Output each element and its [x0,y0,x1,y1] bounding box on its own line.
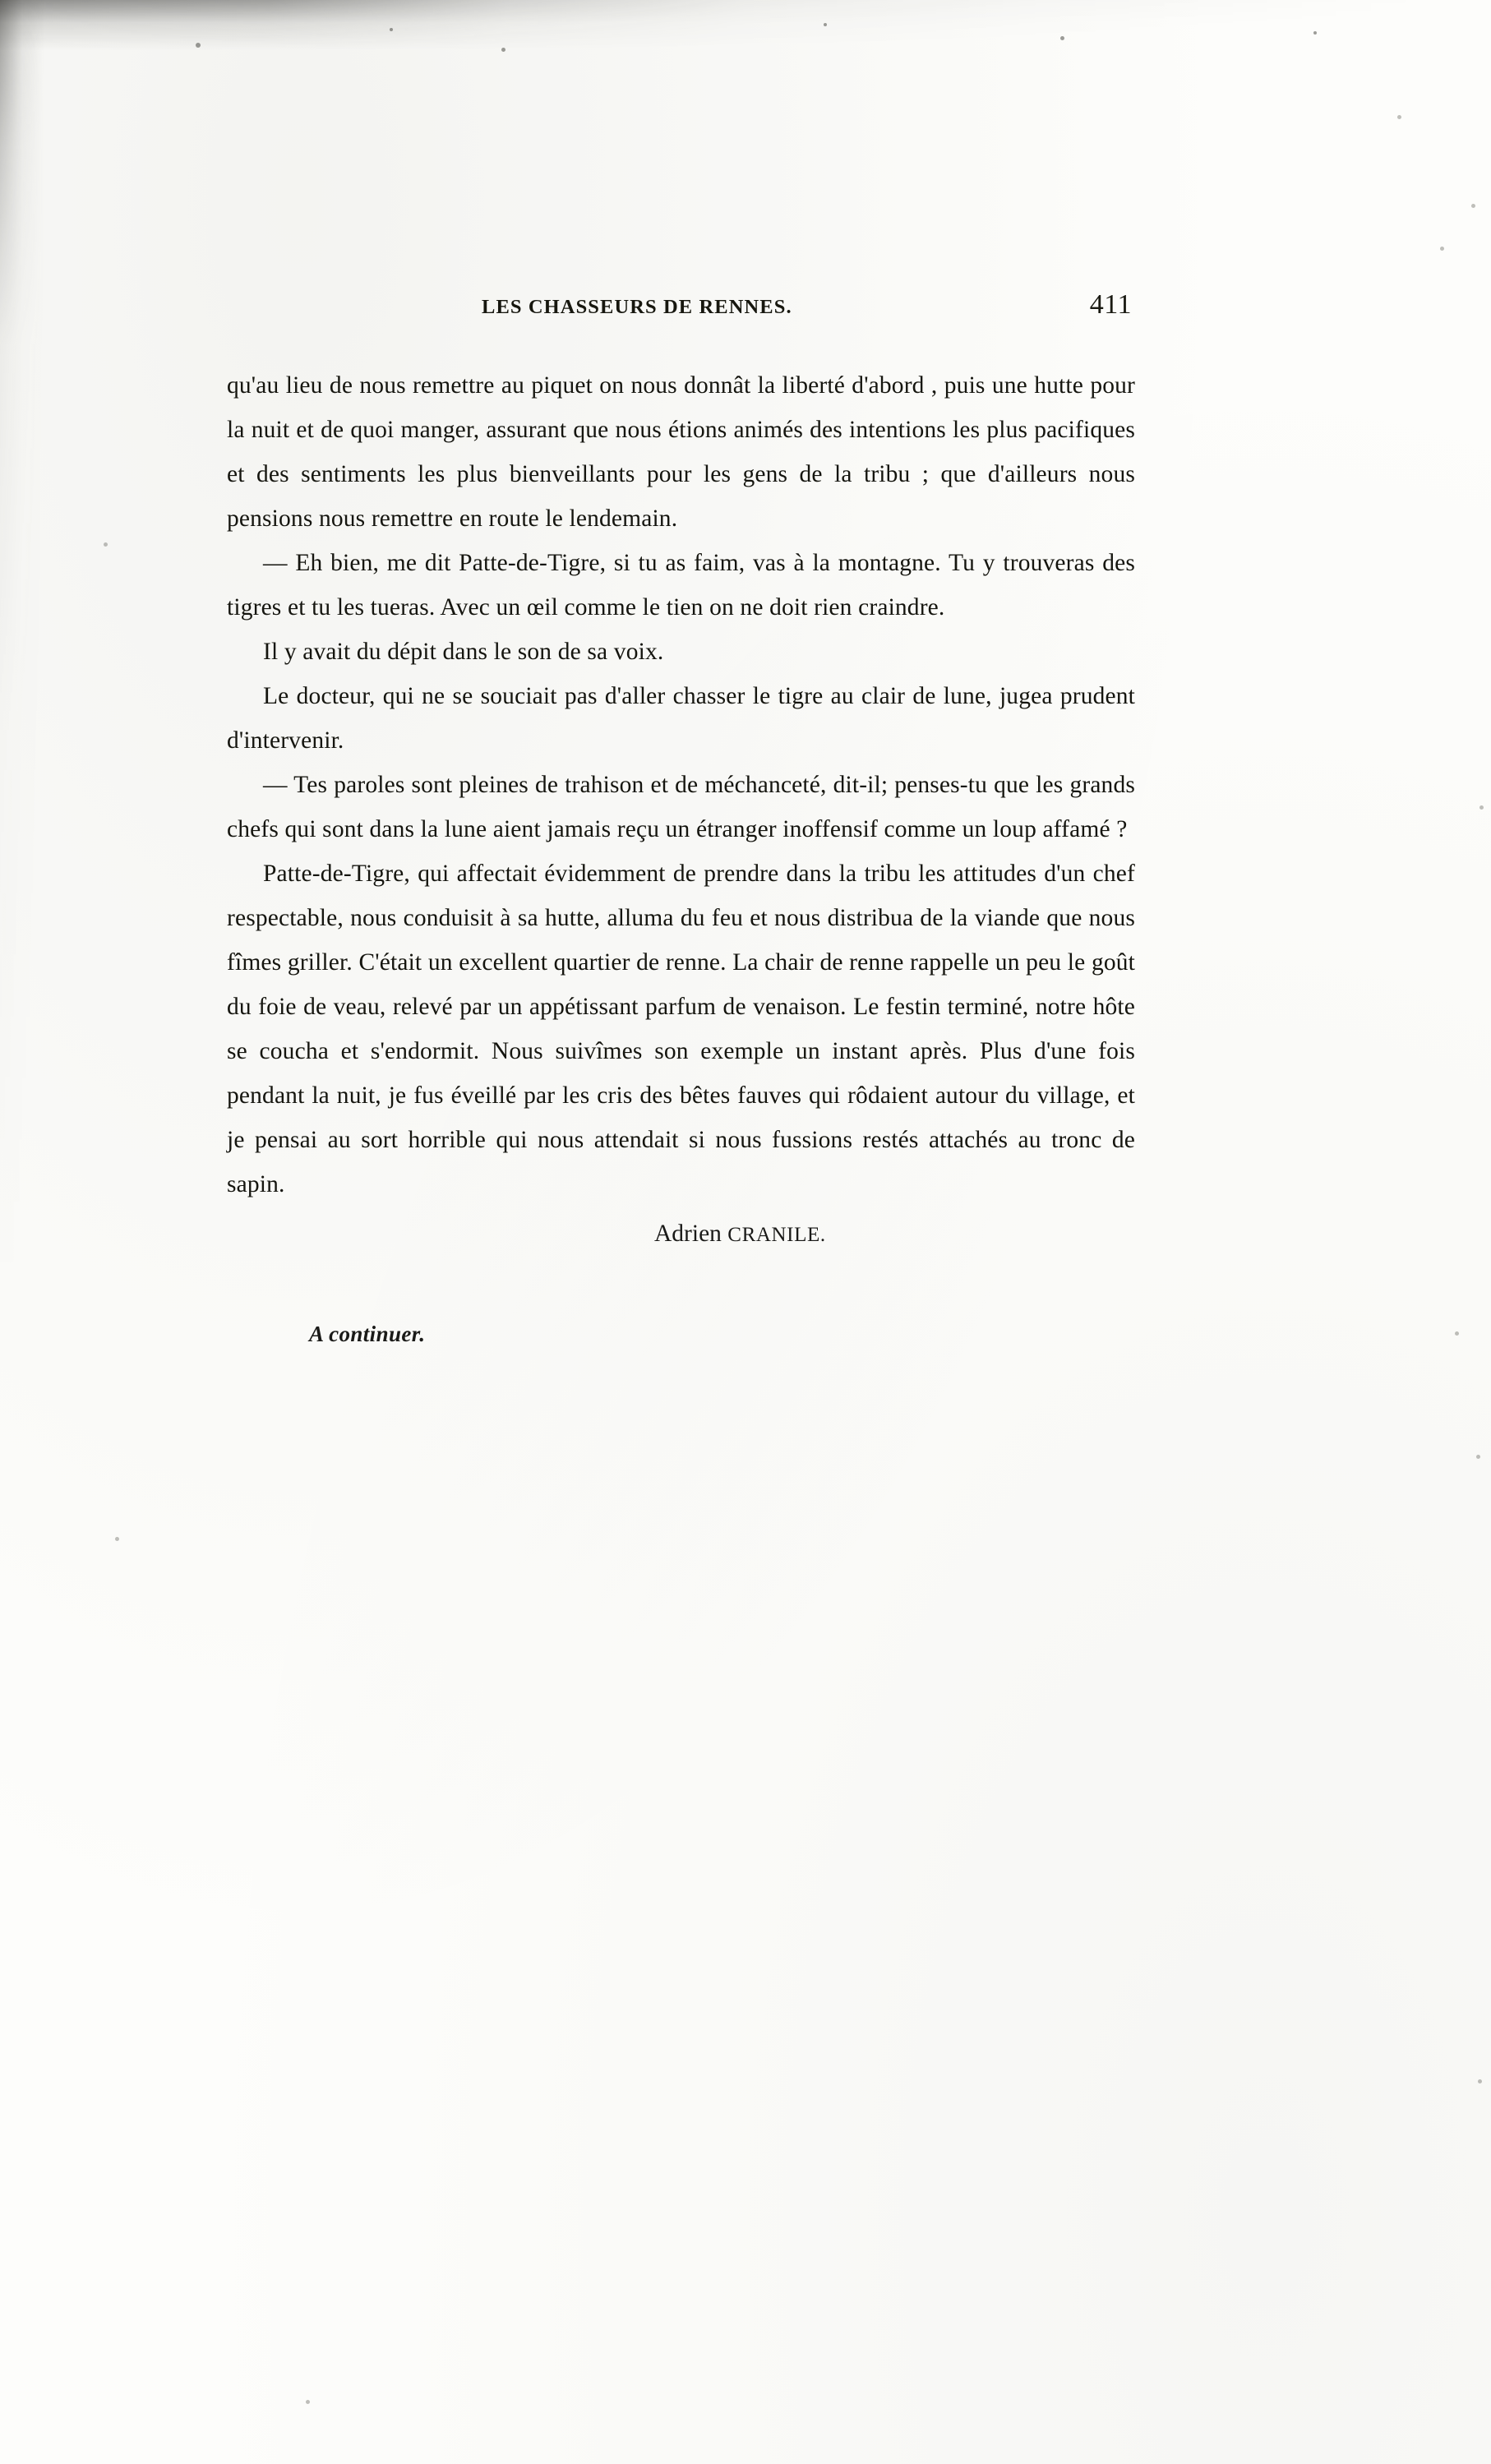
margin-speck [1478,2079,1482,2083]
author-signature [227,1211,1135,1257]
scan-edge-top [0,0,1491,51]
author-last-name: CRANILE. [727,1224,826,1246]
scan-edge-left [0,0,44,2464]
paragraph: Il y avait du dépit dans le son de sa voix. [263,639,664,665]
to-be-continued-note: A continuer. [309,1322,426,1346]
paragraph: qu'au lieu de nous remettre au piquet on nous donnât la liberté d'abord , puis une hutte pour la nuit et de quoi manger, assurant que nous étions animés des intentions les plus pacifiques et des sentiments les plus bienveillants pour les gens de la tribu ; que d'ailleurs nous pensions nous remettre en route le lendemain. [227,372,1135,532]
paragraph: — Eh bien, me dit Patte-de-Tigre, si tu as faim, vas à la montagne. Tu y trouveras des tigres et tu les tueras. Avec un œil comme le tien on ne doit rien craindre. [227,550,1135,621]
margin-speck [306,2400,310,2404]
body-text [227,363,1135,1207]
margin-speck [1397,115,1401,119]
scan-speck [824,23,827,26]
page-number: 411 [1089,289,1132,320]
paragraph: — Tes paroles sont pleines de trahison et de méchanceté, dit-il; penses-tu que les grands chefs qui sont dans la lune aient jamais reçu un étranger inoffensif comme un loup affamé ? [227,772,1135,842]
paragraph: Le docteur, qui ne se souciait pas d'aller chasser le tigre au clair de lune, jugea prudent d'intervenir. [227,683,1135,754]
scan-speck [1313,31,1317,35]
running-head-title: LES CHASSEURS DE RENNES. [482,296,792,318]
margin-speck [1455,1331,1459,1336]
scan-speck [1060,36,1064,40]
scan-speck [196,43,201,48]
scan-speck [390,28,393,31]
margin-speck [1476,1455,1480,1459]
author-first-name: Adrien [654,1220,722,1247]
running-head [227,289,1135,334]
paragraph: Patte-de-Tigre, qui affectait évidemment de prendre dans la tribu les attitudes d'un chef respectable, nous conduisit à sa hutte, alluma du feu et nous distribua de la viande que nous fîmes griller. C'était un excellent quartier de renne. La chair de renne rappelle un peu le goût du foie de veau, relevé par un appétissant parfum de venaison. Le festin terminé, notre hôte se coucha et s'endormit. Nous suivîmes son exemple un instant après. Plus d'une fois pendant la nuit, je fus éveillé par les cris des bêtes fauves qui rôdaient autour du village, et je pensai au sort horrible qui nous attendait si nous fussions restés attachés au tronc de sapin. [227,861,1135,1197]
scan-speck [501,48,505,52]
margin-speck [1471,204,1475,208]
margin-speck [104,542,108,547]
page-content [227,289,1135,1347]
margin-speck [1479,805,1484,810]
margin-speck [115,1537,119,1541]
margin-speck [1440,247,1444,251]
